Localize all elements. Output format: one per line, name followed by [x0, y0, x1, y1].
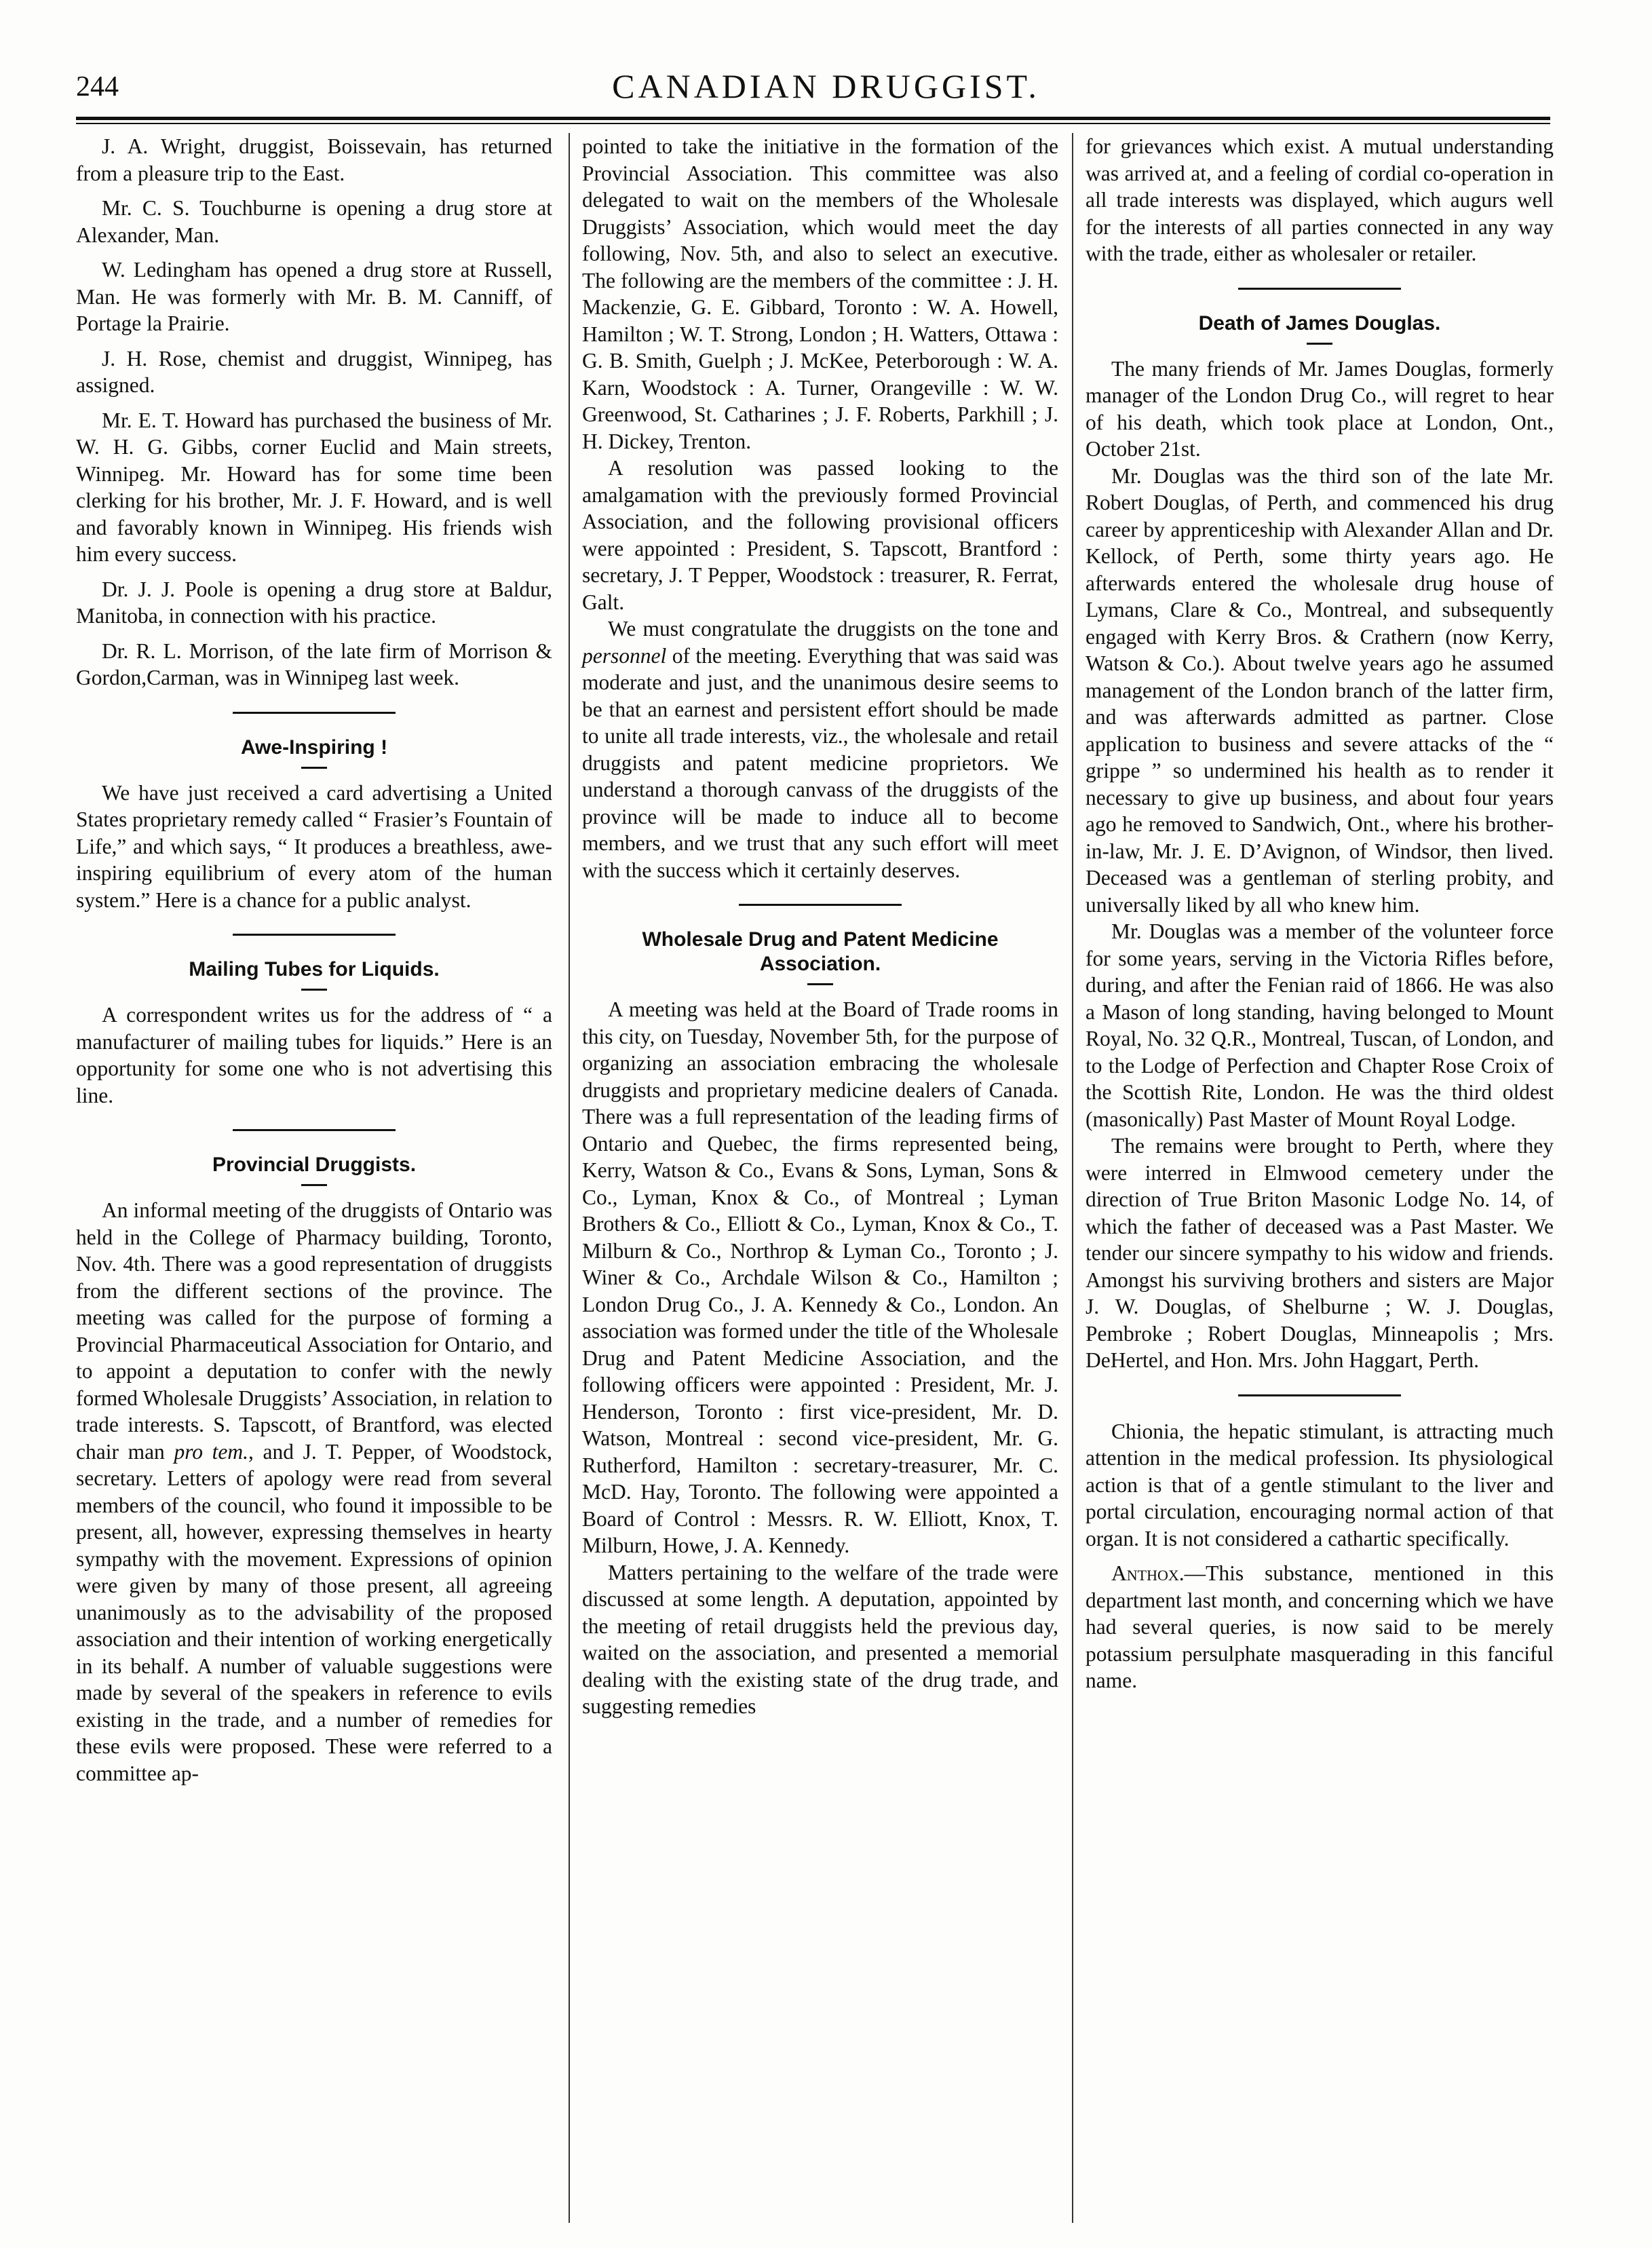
provincial-resolution: A resolution was passed looking to the amalgamation with the previously formed Provincial Association, and the following provisional officers were appointed : President, S. Tapscott, Brantford : secretary, J. T Pepper, Woodstock : treasurer, R. Ferrat, Galt.: [582, 456, 1058, 614]
news-item: W. Ledingham has opened a drug store at Russell, Man. He was formerly with Mr. B. M. Canniff, of Portage la Prairie.: [76, 258, 552, 335]
section-separator: [233, 712, 396, 714]
heading-dash: [807, 983, 833, 985]
provincial-continued: pointed to take the initiative in the formation of the Provincial Association. This committee was also delegated to wait on the members of the Wholesale Druggists’ Association, which would meet the day following, Nov. 5th, and also to select an executive. The following are the members of the committee : J. H. Mackenzie, G. E. Gibbard, Toronto : W. A. Howell, Hamilton ; W. T. Strong, London ; H. Watters, Ottawa : G. B. Smith, Guelph ; J. McKee, Peterborough : W. A. Karn, Woodstock : A. Turner, Orangeville : W. W. Greenwood, St. Catharines ; J. F. Roberts, Parkhill ; J. H. Dickey, Trenton.: [582, 134, 1058, 453]
mailing-text: A correspondent writes us for the address of “ a manufacturer of mailing tubes for liquids.” Here is an opportunity for some one who is not advertising this line.: [76, 1003, 552, 1107]
news-item: Dr. J. J. Poole is opening a drug store at Baldur, Manitoba, in connection with his practice.: [76, 577, 552, 628]
news-item: J. A. Wright, druggist, Boissevain, has returned from a pleasure trip to the East.: [76, 134, 552, 185]
section-separator: [1238, 288, 1401, 290]
section-separator: [1238, 1394, 1401, 1396]
heading-dash: [1307, 343, 1332, 345]
heading-dash: [301, 767, 327, 769]
section-heading-provincial: Provincial Druggists.: [212, 1154, 417, 1176]
death-text-1: The many friends of Mr. James Douglas, formerly manager of the London Drug Co., will regret to hear of his death, which took place at London, Ont., October 21st.: [1086, 356, 1554, 461]
provincial-text: An informal meeting of the druggists of Ontario was held in the College of Pharmacy building, Toronto, Nov. 4th. There was a good representation of druggists from the different sections of the province. The meeting was called for the purpose of forming a Provincial Pharmaceutical Association for Ontario, and to appoint a deputation to confer with the newly formed Wholesale Druggists’ Association, in relation to trade interests. S. Tapscott, of Brantford, was elected chair man pro tem., and J. T. Pepper, of Woodstock, secretary. Letters of apology were read from several members of the council, who found it impossible to be present, all, however, expressing themselves in hearty sympathy with the movement. Expressions of opinion were given by many of those present, all agreeing unanimously as to the advisability of the proposed association and their intention of working energetically in its behalf. A number of valuable suggestions were made by several of the speakers in reference to evils existing in the trade, and a number of remedies for these evils were proposed. These were referred to a committee ap-: [76, 1198, 553, 1785]
section-heading-wholesale: Wholesale Drug and Patent Medicine Association.: [642, 928, 999, 975]
header-rule: [76, 117, 1550, 120]
column-1: [76, 133, 552, 1787]
news-item: Dr. R. L. Morrison, of the late firm of Morrison & Gordon,Carman, was in Winnipeg last week.: [76, 639, 552, 689]
provincial-congratulate: We must congratulate the druggists on the tone and personnel of the meeting. Everything that was said was moderate and just, and the unanimous desire seems to be that an earnest and persistent effort should be made to unite all trade interests, viz., the wholesale and retail druggists and patent medicine proprietors. We understand a thorough canvass of the druggists of the province will be made to induce all to become members, and we trust that any such effort will meet with the success which it certainly deserves.: [582, 617, 1058, 882]
section-heading-mailing: Mailing Tubes for Liquids.: [189, 958, 440, 980]
column-2: [582, 133, 1058, 1720]
section-heading-awe: Awe-Inspiring !: [240, 736, 388, 759]
column-3: [1086, 133, 1554, 1694]
death-text-3: Mr. Douglas was a member of the volunteer force for some years, serving in the Victoria Rifles before, during, and after the Fenian raid of 1866. He was also a Mason of long standing, having belonged to Mount Royal, No. 32 Q.R., Montreal, Tuscan, of London, and to the Lodge of Perfection and Chapter Rose Croix of the Scottish Rite, London. He was the third oldest (masonically) Past Master of Mount Royal Lodge.: [1086, 919, 1554, 1131]
chionia-note: Chionia, the hepatic stimulant, is attracting much attention in the medical profession. Its physiological action is that of a gentle stimulant to the liver and portal circulation, encouraging normal action of that organ. It is not considered a cathartic specifically.: [1086, 1419, 1554, 1550]
header-rule-thin: [76, 123, 1550, 124]
section-separator: [233, 934, 396, 936]
wholesale-text-2: Matters pertaining to the welfare of the trade were discussed at some length. A deputation, appointed by the meeting of retail druggists held the previous day, waited on the association, and presented a memorial dealing with the existing state of the drug trade, and suggesting remedies: [582, 1560, 1058, 1718]
column-divider: [569, 133, 570, 2223]
death-text-4: The remains were brought to Perth, where they were interred in Elmwood cemetery under the direction of True Briton Masonic Lodge No. 14, of which the father of deceased was a Past Master. We tender our sincere sympathy to his widow and friends. Amongst his surviving brothers and sisters are Major J. W. Douglas, of Shelburne ; W. J. Douglas, Pembroke ; Robert Douglas, Minneapolis ; Mrs. DeHertel, and Hon. Mrs. John Haggart, Perth.: [1086, 1134, 1554, 1372]
news-item: Mr. E. T. Howard has purchased the business of Mr. W. H. G. Gibbs, corner Euclid and Main streets, Winnipeg. Mr. Howard has for some time been clerking for his brother, Mr. J. F. Howard, and is well and favorably known in Winnipeg. His friends wish him every success.: [76, 408, 552, 566]
running-title: CANADIAN DRUGGIST.: [612, 67, 1040, 105]
section-separator: [739, 904, 902, 906]
death-text-2: Mr. Douglas was the third son of the late Mr. Robert Douglas, of Perth, and commenced his drug career by apprenticeship with Alexander Allan and Dr. Kellock, of Perth, some thirty years ago. He afterwards entered the wholesale drug house of Lymans, Clare & Co., Montreal, and subsequently engaged with Kerry Bros. & Crathern (now Kerry, Watson & Co.). About twelve years ago he assumed management of the London branch of the latter firm, and was afterwards admitted as partner. Close application to business and severe attacks of the “ grippe ” so undermined his health as to render it necessary to give up business, and about four years ago he removed to Sandwich, Ont., where his brother-in-law, Mr. J. E. D’Avignon, of Windsor, then lived. Deceased was a gentleman of sterling probity, and universally liked by all who knew him.: [1086, 463, 1554, 917]
news-item: J. H. Rose, chemist and druggist, Winnipeg, has assigned.: [76, 346, 552, 397]
awe-text: We have just received a card advertising a United States proprietary remedy called “ Frasier’s Fountain of Life,” and which says, “ It produces a breathless, awe-inspiring equilibrium of every atom of the human system.” Here is a chance for a public analyst.: [76, 780, 552, 912]
wholesale-continued: for grievances which exist. A mutual understanding was arrived at, and a feeling of cordial co-operation in all trade interests was displayed, which augurs well for the interests of all parties connected in any way with the trade, either as wholesaler or retailer.: [1086, 134, 1554, 265]
wholesale-text: A meeting was held at the Board of Trade rooms in this city, on Tuesday, November 5th, for the purpose of organizing an association embracing the wholesale druggists and proprietary medicine dealers of Canada. There was a full representation of the leading firms of Ontario and Quebec, the firms represented being, Kerry, Watson & Co., Evans & Sons, Lyman, Sons & Co., Lyman, Knox & Co., of Montreal ; Lyman Brothers & Co., Elliott & Co., Lyman, Knox & Co., T. Milburn & Co., Northrop & Lyman Co., Toronto ; J. Winer & Co., Archdale Wilson & Co., Hamilton ; London Drug Co., J. A. Kennedy & Co., London. An association was formed under the title of the Wholesale Drug and Patent Medicine Association, and the following officers were appointed : President, Mr. J. Henderson, Toronto : first vice-president, Mr. D. Watson, Montreal : second vice-president, Mr. G. Rutherford, Hamilton : secretary-treasurer, Mr. C. McD. Hay, Toronto. The following were appointed a Board of Control : Messrs. R. W. Elliott, Knox, T. Milburn, Howe, J. A. Kennedy.: [582, 997, 1058, 1557]
anthox-note: Anthox.—This substance, mentioned in this department last month, and concerning which we have had several queries, is now said to be merely potassium persulphate masquerading in this fanciful name.: [1086, 1561, 1554, 1692]
section-heading-death: Death of James Douglas.: [1198, 311, 1441, 335]
heading-dash: [301, 989, 327, 991]
page-number: 244: [76, 71, 119, 102]
section-separator: [233, 1129, 396, 1131]
heading-dash: [301, 1184, 327, 1186]
news-item: Mr. C. S. Touchburne is opening a drug store at Alexander, Man.: [76, 196, 552, 247]
column-divider: [1072, 133, 1073, 2223]
